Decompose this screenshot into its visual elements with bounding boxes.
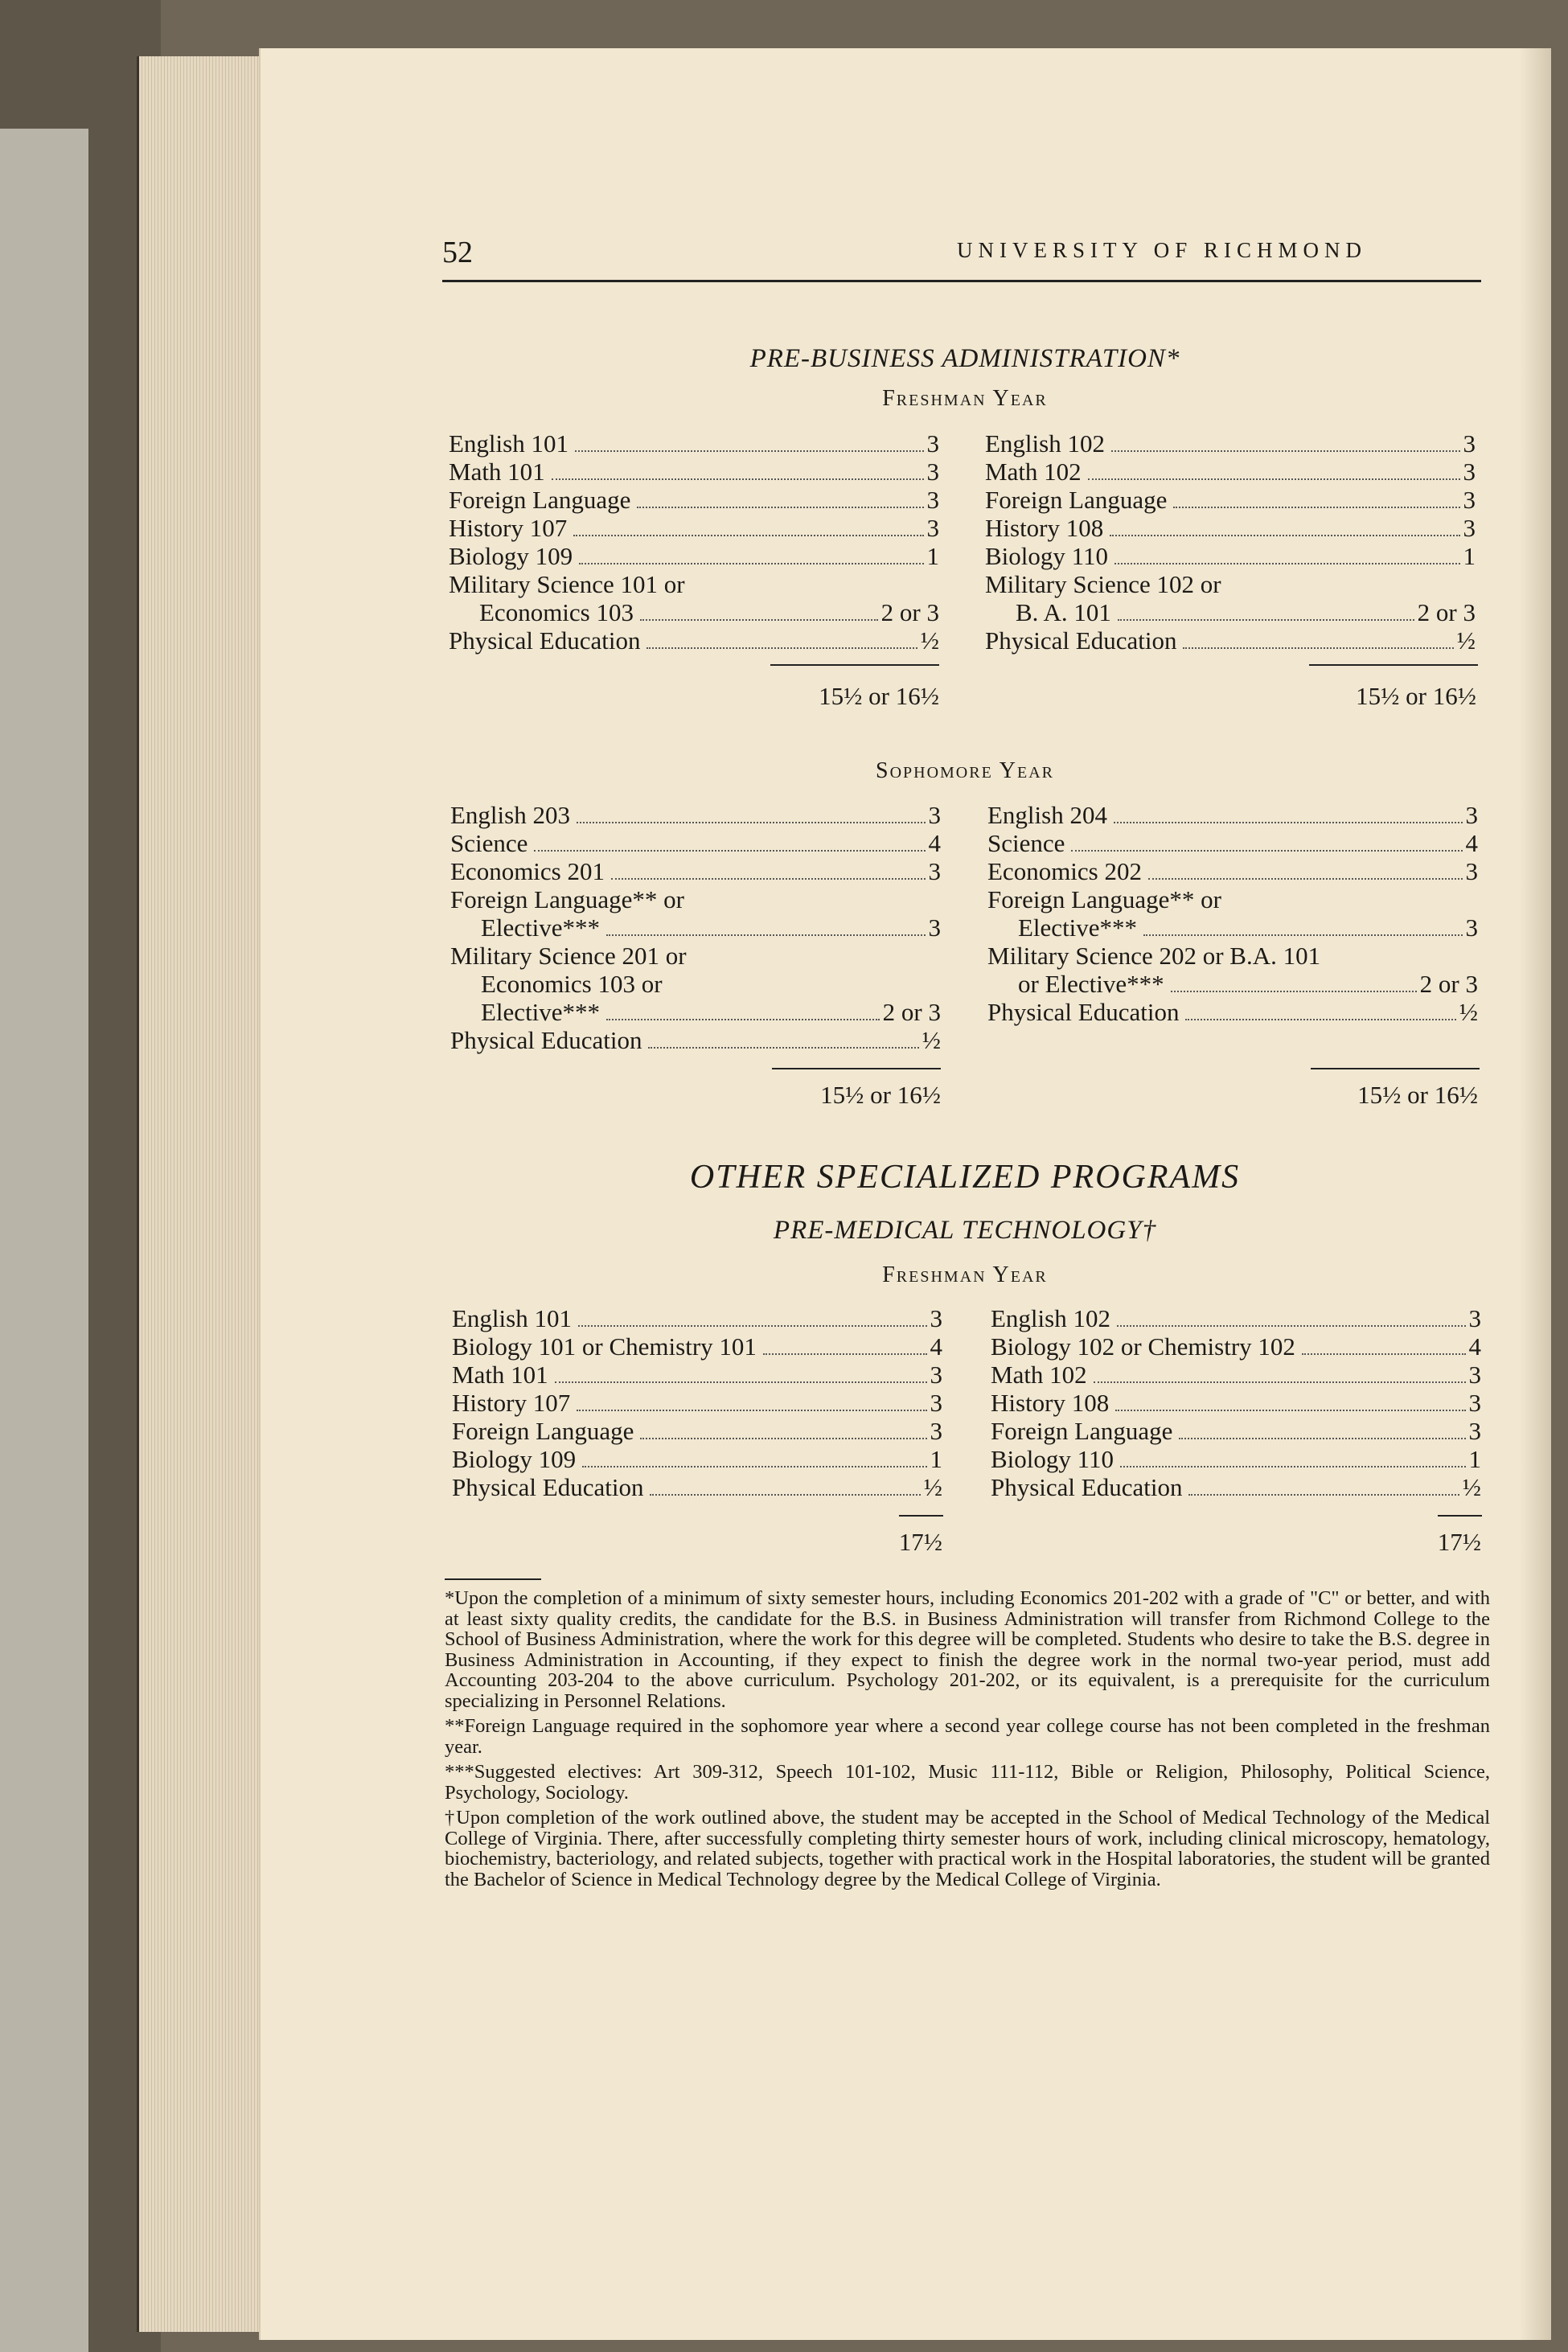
pb-freshman-right [985, 429, 1476, 655]
course-row: Biology 101 or Chemistry 101 4 [452, 1332, 942, 1361]
course-row: Economics 103 or [481, 970, 663, 998]
pmt-freshman-right-total: 17½ [1437, 1528, 1481, 1556]
page-edges [137, 56, 276, 2332]
course-row: English 203 3 [450, 801, 941, 829]
course-row: B. A. 101 2 or 3 [1016, 598, 1476, 626]
course-row: Physical Education ½ [985, 626, 1476, 655]
course-row: Physical Education ½ [987, 998, 1478, 1026]
page-number: 52 [442, 236, 473, 269]
course-row: Foreign Language 3 [449, 486, 939, 514]
course-row: Elective*** 3 [481, 913, 941, 942]
course-row: Physical Education ½ [452, 1473, 942, 1501]
pb-sophomore-left-total: 15½ or 16½ [820, 1081, 941, 1109]
course-row: Military Science 101 or [449, 570, 685, 598]
course-row: Foreign Language 3 [985, 486, 1476, 514]
pb-sophomore-right-total: 15½ or 16½ [1357, 1081, 1478, 1109]
grey-board [0, 129, 88, 2352]
course-row: History 108 3 [985, 514, 1476, 542]
course-row: Military Science 202 or B.A. 101 [987, 942, 1321, 970]
course-row: Physical Education ½ [450, 1026, 941, 1054]
course-row: Biology 109 1 [449, 542, 939, 570]
course-row: History 107 3 [452, 1389, 942, 1417]
pb-sophomore-left [450, 801, 941, 1054]
pb-freshman-heading: Freshman Year [882, 386, 1048, 411]
footnote: †Upon completion of the work outlined above, the student may be accepted in the School of Medical Technology of the Medical College of Virginia. There, after successfully completing thirty semester hours of work, including clinical microscopy, hematology, biochemistry, bacteriology, and related subjects, together with practical work in the Hospital laboratories, the student will be granted the Bachelor of Science in Medical Technology degree by the Medical College of Virginia. [445, 1807, 1490, 1890]
course-row: Biology 102 or Chemistry 102 4 [991, 1332, 1481, 1361]
total-rule [1311, 1068, 1480, 1069]
course-row: Foreign Language** or [450, 885, 684, 913]
course-row: Military Science 201 or [450, 942, 687, 970]
course-row: History 108 3 [991, 1389, 1481, 1417]
footnote: *Upon the completion of a minimum of sixty semester hours, including Economics 201-202 with a grade of "C" or better, and with at least sixty quality credits, the candidate for the B.S. in Business Administration will transfer from Richmond College to the School of Business Administration, where the work for this degree will be completed. Students who desire to take the B.S. degree in Business Administration in Accounting, if they expect to finish the degree work in the normal two-year period, must add Accounting 203-204 to the above curriculum. Psychology 201-202, or its equivalent, is a prerequisite for the curriculum specializing in Personnel Relations. [445, 1587, 1490, 1712]
course-row: English 101 3 [449, 429, 939, 458]
pb-freshman-right-total: 15½ or 16½ [1356, 682, 1476, 710]
footnote: **Foreign Language required in the sophomore year where a second year college course has not been completed in the freshman year. [445, 1715, 1490, 1758]
course-row: Math 101 3 [452, 1361, 942, 1389]
pb-freshman-left [449, 429, 939, 655]
course-row: English 102 3 [991, 1304, 1481, 1332]
pb-sophomore-right [987, 801, 1478, 1026]
course-row: Math 102 3 [991, 1361, 1481, 1389]
pb-freshman-left-total: 15½ or 16½ [819, 682, 939, 710]
total-rule [770, 664, 939, 666]
course-row: or Elective*** 2 or 3 [1018, 970, 1478, 998]
total-rule [1438, 1515, 1482, 1517]
course-row: Biology 110 1 [985, 542, 1476, 570]
course-row: Science 4 [987, 829, 1478, 857]
course-row: Elective*** 2 or 3 [481, 998, 941, 1026]
footnote: ***Suggested electives: Art 309-312, Speech 101-102, Music 111-112, Bible or Religion, Philosophy, Political Science, Psychology, Sociology. [445, 1761, 1490, 1804]
footnotes [445, 1588, 1490, 1894]
pmt-freshman-heading: Freshman Year [882, 1262, 1048, 1287]
course-row: Math 101 3 [449, 458, 939, 486]
header-rule [442, 280, 1481, 282]
total-rule [1309, 664, 1478, 666]
course-row: Foreign Language 3 [991, 1417, 1481, 1445]
running-head: UNIVERSITY OF RICHMOND [957, 238, 1368, 262]
course-row: Foreign Language 3 [452, 1417, 942, 1445]
course-row: Biology 109 1 [452, 1445, 942, 1473]
course-row: History 107 3 [449, 514, 939, 542]
course-row: English 102 3 [985, 429, 1476, 458]
course-row: English 101 3 [452, 1304, 942, 1332]
course-row: Economics 202 3 [987, 857, 1478, 885]
pmt-freshman-left [452, 1304, 942, 1501]
course-row: Elective*** 3 [1018, 913, 1478, 942]
footnote-rule [445, 1578, 541, 1580]
course-row: Math 102 3 [985, 458, 1476, 486]
course-row: Foreign Language** or [987, 885, 1221, 913]
course-row: Physical Education ½ [991, 1473, 1481, 1501]
course-row: English 204 3 [987, 801, 1478, 829]
course-row: Military Science 102 or [985, 570, 1221, 598]
course-row: Economics 103 2 or 3 [479, 598, 939, 626]
total-rule [772, 1068, 941, 1069]
course-row: Science 4 [450, 829, 941, 857]
course-row: Physical Education ½ [449, 626, 939, 655]
total-rule [899, 1515, 943, 1517]
pmt-freshman-right [991, 1304, 1481, 1501]
course-row: Economics 201 3 [450, 857, 941, 885]
pre-med-tech-title: PRE-MEDICAL TECHNOLOGY† [773, 1216, 1157, 1245]
other-programs-title: OTHER SPECIALIZED PROGRAMS [689, 1159, 1241, 1196]
pre-business-title: PRE-BUSINESS ADMINISTRATION* [749, 344, 1180, 373]
pmt-freshman-left-total: 17½ [898, 1528, 942, 1556]
course-row: Biology 110 1 [991, 1445, 1481, 1473]
pb-sophomore-heading: Sophomore Year [876, 758, 1054, 783]
